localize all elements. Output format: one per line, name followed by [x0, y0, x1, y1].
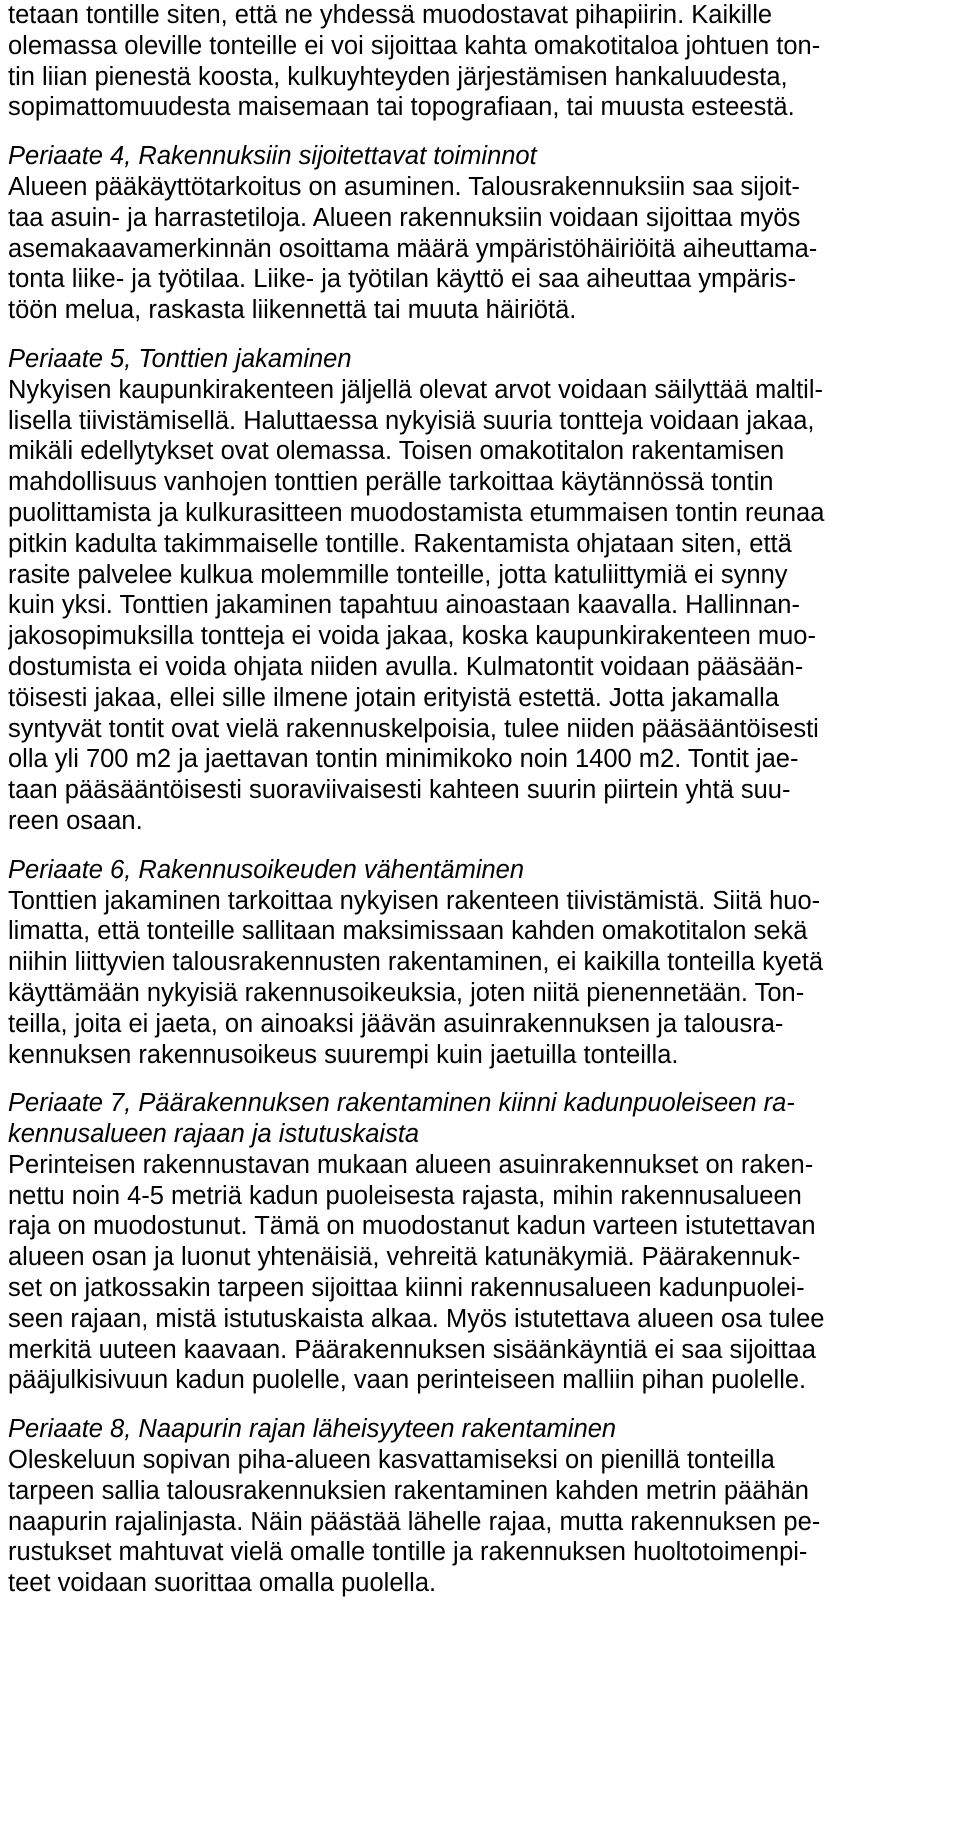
text-line: töön melua, raskasta liikennettä tai muuta häiriötä. [8, 296, 577, 325]
text-line: rasite palvelee kulkua molemmille tonteille, jotta katuliittymiä ei synny [8, 560, 788, 589]
text-line: Oleskeluun sopivan piha-alueen kasvattamiseksi on pienillä tonteilla [8, 1446, 775, 1475]
text-line: kennuksen rakennusoikeus suurempi kuin jaetuilla tonteilla. [8, 1040, 679, 1069]
text-line: pääjulkisivuun kadun puolelle, vaan perinteiseen malliin pihan puolelle. [8, 1366, 807, 1395]
document-page [8, 0, 952, 1599]
text-line: pitkin kadulta takimmaiselle tontille. Rakentamista ohjataan siten, että [8, 529, 792, 558]
section-periaate-6 [8, 855, 952, 1071]
section-heading: Periaate 6, Rakennusoikeuden vähentäminen [8, 855, 525, 884]
text-line: dostumista ei voida ohjata niiden avulla. Kulmatontit voidaan pääsään- [8, 652, 804, 681]
text-line: olla yli 700 m2 ja jaettavan tontin minimikoko noin 1400 m2. Tontit jae- [8, 745, 799, 774]
text-line: tonta liike- ja työtilaa. Liike- ja työtilan käyttö ei saa aiheuttaa ympäris- [8, 265, 797, 294]
text-line: olemassa oleville tonteille ei voi sijoittaa kahta omakotitaloa johtuen ton- [8, 31, 821, 60]
text-line: syntyvät tontit ovat vielä rakennuskelpoisia, tulee niiden pääsääntöisesti [8, 714, 819, 743]
section-heading: Periaate 7, Päärakennuksen rakentaminen kiinni kadunpuoleiseen ra- [8, 1089, 795, 1118]
section-heading: Periaate 8, Naapurin rajan läheisyyteen rakentaminen [8, 1415, 617, 1444]
text-line: tarpeen sallia talousrakennuksien rakentaminen kahden metrin päähän [8, 1476, 809, 1505]
text-line: niihin liittyvien talousrakennusten rakentaminen, ei kaikilla tonteilla kyetä [8, 948, 824, 977]
text-line: raja on muodostunut. Tämä on muodostanut kadun varteen istutettavan [8, 1212, 816, 1241]
text-line: Perinteisen rakennustavan mukaan alueen asuinrakennukset on raken- [8, 1150, 814, 1179]
text-line: seen rajaan, mistä istutuskaista alkaa. Myös istutettava alueen osa tulee [8, 1304, 825, 1333]
text-line: teilla, joita ei jaeta, on ainoaksi jäävän asuinrakennuksen ja talousra- [8, 1009, 784, 1038]
text-line: mahdollisuus vanhojen tonttien perälle tarkoittaa käytännössä tontin [8, 468, 774, 497]
text-line: Nykyisen kaupunkirakenteen jäljellä olevat arvot voidaan säilyttää maltil- [8, 375, 824, 404]
text-line: teet voidaan suorittaa omalla puolella. [8, 1569, 437, 1598]
section-heading: Periaate 4, Rakennuksiin sijoitettavat toiminnot [8, 142, 537, 171]
text-line: jakosopimuksilla tontteja ei voida jakaa, koska kaupunkirakenteen muo- [8, 622, 816, 651]
text-line: kuin yksi. Tonttien jakaminen tapahtuu ainoastaan kaavalla. Hallinnan- [8, 591, 800, 620]
section-periaate-8 [8, 1414, 952, 1599]
text-line: tin liian pienestä koosta, kulkuyhteyden järjestämisen hankaluudesta, [8, 62, 788, 91]
text-line: nettu noin 4-5 metriä kadun puoleisesta rajasta, mihin rakennusalueen [8, 1181, 802, 1210]
text-line: puolittamista ja kulkurasitteen muodostamista etummaisen tontin reunaa [8, 498, 825, 527]
text-line: tetaan tontille siten, että ne yhdessä muodostavat pihapiirin. Kaikille [8, 1, 773, 29]
section-periaate-4 [8, 141, 952, 326]
text-line: töisesti jakaa, ellei sille ilmene jotain erityistä estettä. Jotta jakamalla [8, 683, 780, 712]
section-heading: Periaate 5, Tonttien jakaminen [8, 344, 352, 373]
intro-paragraph [8, 0, 952, 123]
text-line: set on jatkossakin tarpeen sijoittaa kiinni rakennusalueen kadunpuolei- [8, 1274, 805, 1303]
text-line: Alueen pääkäyttötarkoitus on asuminen. Talousrakennuksiin saa sijoit- [8, 172, 800, 201]
text-line: naapurin rajalinjasta. Näin päästää lähelle rajaa, mutta rakennuksen pe- [8, 1507, 821, 1536]
text-line: sopimattomuudesta maisemaan tai topografiaan, tai muusta esteestä. [8, 93, 795, 122]
section-heading-continuation: kennusalueen rajaan ja istutuskaista [8, 1120, 420, 1149]
text-line: merkitä uuteen kaavaan. Päärakennuksen sisäänkäyntiä ei saa sijoittaa [8, 1335, 816, 1364]
text-line: asemakaavamerkinnän osoittama määrä ympäristöhäiriöitä aiheuttama- [8, 234, 818, 263]
text-line: taa asuin- ja harrastetiloja. Alueen rakennuksiin voidaan sijoittaa myös [8, 203, 801, 232]
text-line: käyttämään nykyisiä rakennusoikeuksia, joten niitä pienennetään. Ton- [8, 978, 805, 1007]
text-line: reen osaan. [8, 806, 143, 835]
text-line: alueen osan ja luonut yhtenäisiä, vehreitä katunäkymiä. Päärakennuk- [8, 1243, 801, 1272]
section-periaate-7 [8, 1088, 952, 1396]
text-line: mikäli edellytykset ovat olemassa. Toisen omakotitalon rakentamisen [8, 437, 785, 466]
section-periaate-5 [8, 344, 952, 837]
text-line: taan pääsääntöisesti suoraviivaisesti kahteen suurin piirtein yhtä suu- [8, 776, 791, 805]
text-line: rustukset mahtuvat vielä omalle tontille ja rakennuksen huoltotoimenpi- [8, 1538, 808, 1567]
text-line: lisella tiivistämisellä. Haluttaessa nykyisiä suuria tontteja voidaan jakaa, [8, 406, 815, 435]
text-line: Tonttien jakaminen tarkoittaa nykyisen rakenteen tiivistämistä. Siitä huo- [8, 886, 821, 915]
text-line: limatta, että tonteille sallitaan maksimissaan kahden omakotitalon sekä [8, 917, 808, 946]
